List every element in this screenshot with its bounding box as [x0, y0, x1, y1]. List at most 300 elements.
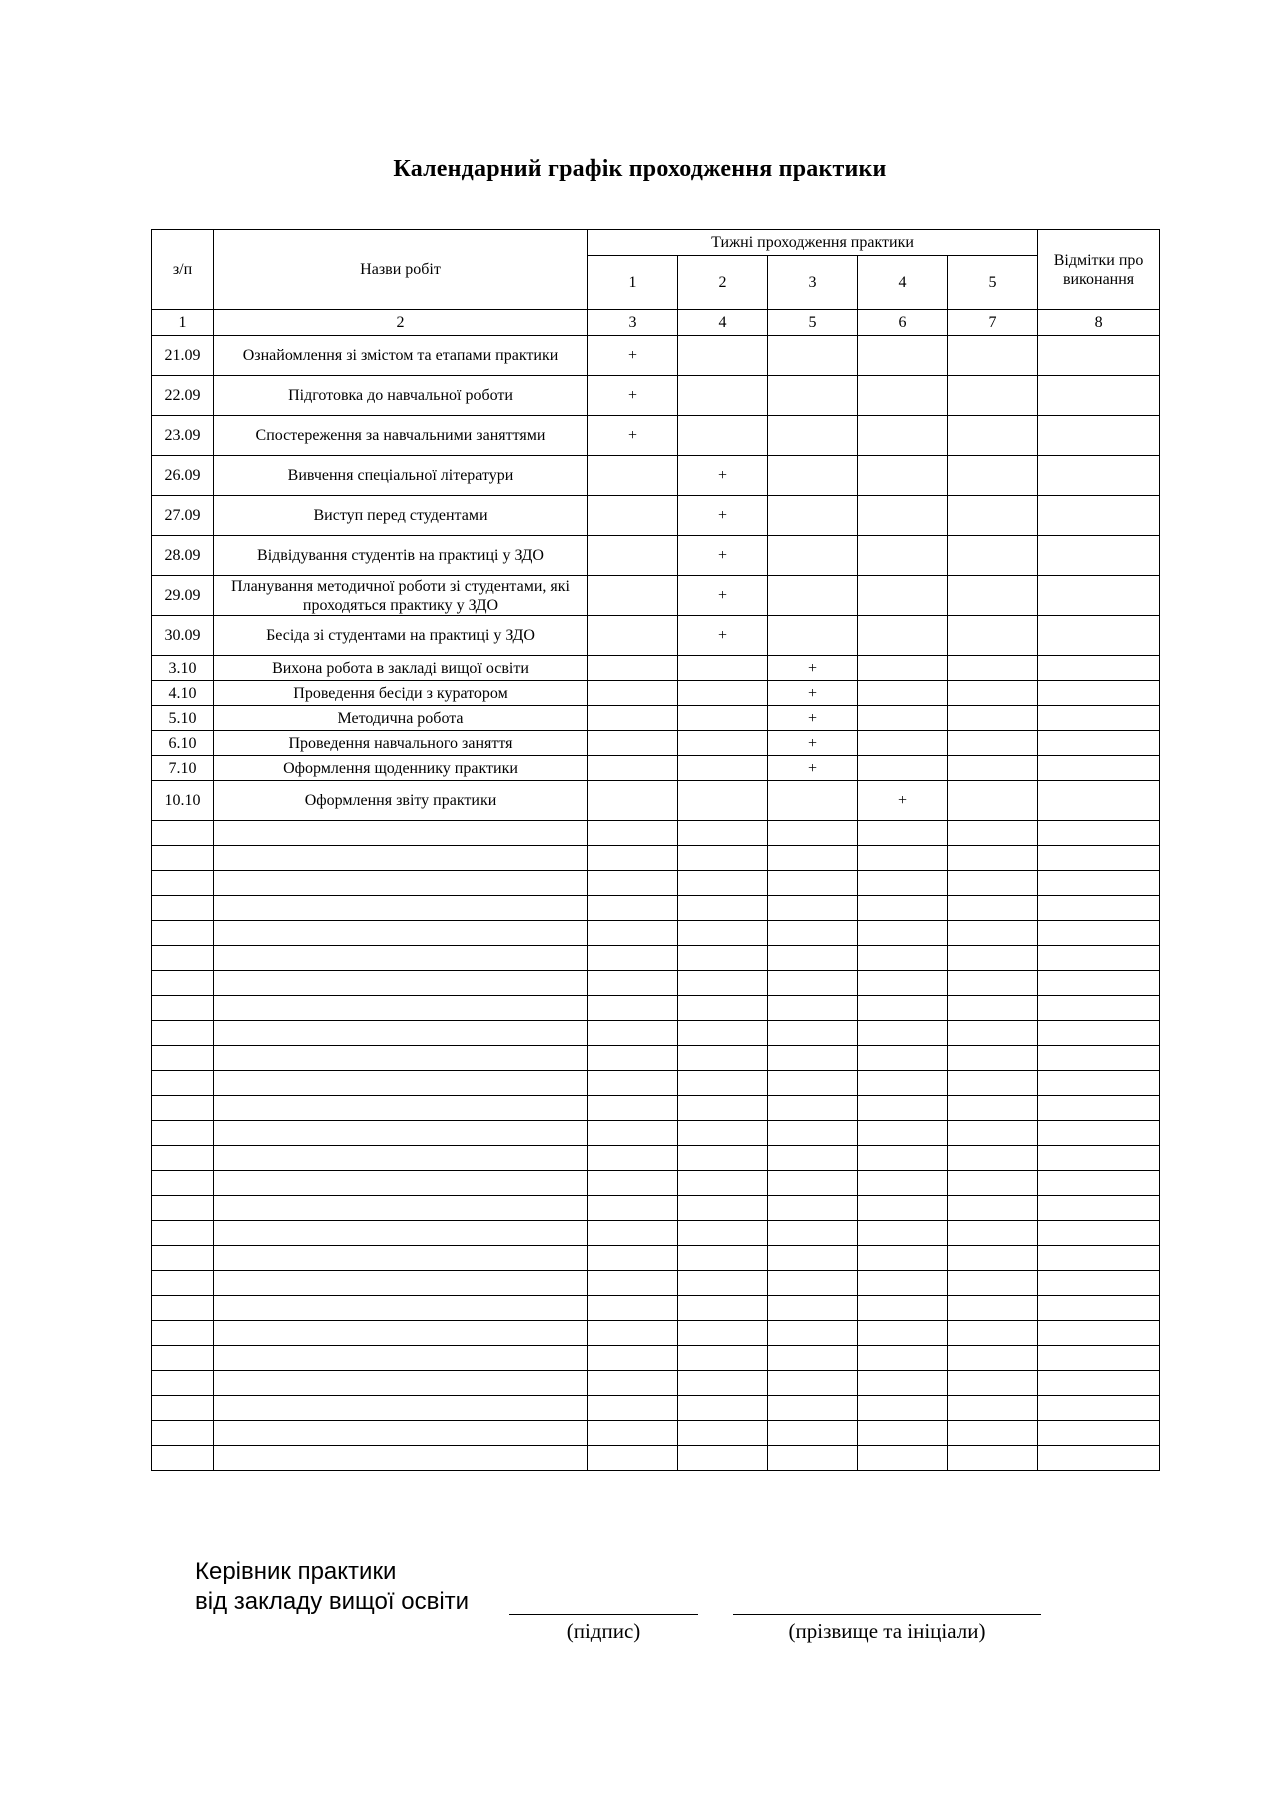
week-mark: + — [627, 387, 638, 404]
empty-cell — [948, 1271, 1038, 1296]
empty-cell — [152, 871, 214, 896]
header-week: 4 — [858, 256, 948, 310]
empty-cell — [678, 1121, 768, 1146]
row-date: 26.09 — [152, 456, 214, 496]
empty-cell — [1038, 1221, 1160, 1246]
empty-cell — [214, 1071, 588, 1096]
empty-cell — [152, 971, 214, 996]
empty-cell — [1038, 1446, 1160, 1471]
empty-cell — [678, 946, 768, 971]
column-number: 3 — [588, 310, 678, 336]
empty-cell — [858, 1171, 948, 1196]
empty-cell — [1038, 1046, 1160, 1071]
row-date: 23.09 — [152, 416, 214, 456]
header-marks: Відмітки про виконання — [1038, 230, 1160, 310]
week-mark: + — [897, 792, 908, 809]
name-line — [733, 1614, 1041, 1615]
empty-cell — [948, 1246, 1038, 1271]
empty-row — [152, 971, 1160, 996]
empty-cell — [1038, 821, 1160, 846]
empty-cell — [214, 1421, 588, 1446]
empty-cell — [152, 1046, 214, 1071]
empty-cell — [858, 1221, 948, 1246]
empty-cell — [214, 1096, 588, 1121]
week-cell — [948, 706, 1038, 731]
empty-cell — [152, 996, 214, 1021]
empty-cell — [1038, 1396, 1160, 1421]
week-cell — [858, 576, 948, 616]
empty-cell — [948, 1346, 1038, 1371]
empty-cell — [678, 1296, 768, 1321]
table-row — [152, 576, 1160, 616]
empty-row — [152, 1396, 1160, 1421]
table-row — [152, 456, 1160, 496]
row-date: 21.09 — [152, 336, 214, 376]
empty-cell — [768, 1396, 858, 1421]
empty-cell — [1038, 1346, 1160, 1371]
empty-cell — [948, 871, 1038, 896]
table-row — [152, 536, 1160, 576]
empty-cell — [768, 1071, 858, 1096]
empty-row — [152, 1046, 1160, 1071]
empty-cell — [214, 1046, 588, 1071]
week-cell — [858, 756, 948, 781]
empty-cell — [948, 821, 1038, 846]
empty-cell — [858, 1321, 948, 1346]
week-cell — [858, 781, 948, 821]
empty-cell — [768, 896, 858, 921]
empty-cell — [1038, 1296, 1160, 1321]
empty-cell — [858, 1246, 948, 1271]
column-number: 4 — [678, 310, 768, 336]
empty-cell — [948, 921, 1038, 946]
empty-cell — [948, 971, 1038, 996]
week-cell — [858, 496, 948, 536]
row-date: 10.10 — [152, 781, 214, 821]
empty-cell — [588, 1446, 678, 1471]
empty-cell — [152, 1421, 214, 1446]
empty-cell — [858, 1071, 948, 1096]
empty-cell — [768, 946, 858, 971]
completion-mark-cell — [1038, 656, 1160, 681]
week-cell — [948, 681, 1038, 706]
empty-cell — [1038, 1146, 1160, 1171]
empty-cell — [152, 1096, 214, 1121]
empty-row — [152, 996, 1160, 1021]
empty-row — [152, 946, 1160, 971]
header-week: 5 — [948, 256, 1038, 310]
week-cell — [768, 756, 858, 781]
empty-cell — [1038, 1171, 1160, 1196]
row-work: Виступ перед студентами — [214, 496, 588, 536]
empty-cell — [858, 921, 948, 946]
empty-cell — [214, 1296, 588, 1321]
week-cell — [588, 731, 678, 756]
column-number: 5 — [768, 310, 858, 336]
week-cell — [768, 376, 858, 416]
empty-row — [152, 821, 1160, 846]
empty-cell — [214, 1321, 588, 1346]
empty-cell — [948, 896, 1038, 921]
table-row — [152, 416, 1160, 456]
row-work: Оформлення щоденнику практики — [214, 756, 588, 781]
empty-cell — [858, 1096, 948, 1121]
empty-cell — [858, 1021, 948, 1046]
row-work: Проведення навчального заняття — [214, 731, 588, 756]
row-date: 29.09 — [152, 576, 214, 616]
week-cell — [588, 681, 678, 706]
row-work: Вивчення спеціальної літератури — [214, 456, 588, 496]
completion-mark-cell — [1038, 456, 1160, 496]
empty-cell — [214, 1446, 588, 1471]
empty-cell — [768, 1296, 858, 1321]
week-cell — [948, 756, 1038, 781]
empty-cell — [948, 1121, 1038, 1146]
empty-cell — [152, 1271, 214, 1296]
week-mark: + — [717, 467, 728, 484]
week-cell — [678, 376, 768, 416]
name-caption: (прізвище та ініціали) — [788, 1619, 986, 1643]
empty-cell — [1038, 1121, 1160, 1146]
empty-cell — [214, 1221, 588, 1246]
empty-cell — [214, 1396, 588, 1421]
empty-cell — [768, 921, 858, 946]
row-date: 7.10 — [152, 756, 214, 781]
empty-cell — [768, 971, 858, 996]
completion-mark-cell — [1038, 536, 1160, 576]
empty-cell — [858, 1196, 948, 1221]
empty-cell — [588, 871, 678, 896]
empty-cell — [678, 821, 768, 846]
empty-cell — [678, 921, 768, 946]
empty-cell — [678, 1396, 768, 1421]
empty-row — [152, 1346, 1160, 1371]
signature-line — [509, 1614, 698, 1615]
week-cell — [588, 781, 678, 821]
completion-mark-cell — [1038, 681, 1160, 706]
empty-cell — [948, 1171, 1038, 1196]
week-cell — [588, 616, 678, 656]
row-date: 27.09 — [152, 496, 214, 536]
empty-cell — [1038, 1071, 1160, 1096]
week-cell — [768, 336, 858, 376]
empty-cell — [858, 1396, 948, 1421]
empty-cell — [678, 1096, 768, 1121]
empty-cell — [214, 1196, 588, 1221]
empty-cell — [678, 1071, 768, 1096]
empty-cell — [152, 1171, 214, 1196]
week-cell — [948, 456, 1038, 496]
empty-cell — [768, 1446, 858, 1471]
empty-cell — [678, 1196, 768, 1221]
table-row — [152, 756, 1160, 781]
empty-cell — [948, 1196, 1038, 1221]
column-number: 7 — [948, 310, 1038, 336]
empty-cell — [588, 1096, 678, 1121]
week-cell — [858, 656, 948, 681]
empty-row — [152, 1221, 1160, 1246]
empty-cell — [152, 1321, 214, 1346]
week-cell — [768, 456, 858, 496]
schedule-table — [151, 229, 1160, 1471]
empty-cell — [152, 1446, 214, 1471]
empty-cell — [214, 846, 588, 871]
week-cell — [678, 536, 768, 576]
empty-cell — [214, 1371, 588, 1396]
empty-cell — [588, 1246, 678, 1271]
week-cell — [948, 416, 1038, 456]
empty-cell — [588, 996, 678, 1021]
week-cell — [948, 576, 1038, 616]
week-mark: + — [807, 684, 818, 702]
week-mark: + — [627, 347, 638, 364]
header-weeks-title: Тижні проходження практики — [588, 230, 1038, 256]
empty-row — [152, 1021, 1160, 1046]
empty-cell — [214, 1346, 588, 1371]
empty-cell — [214, 971, 588, 996]
empty-cell — [858, 971, 948, 996]
column-number: 8 — [1038, 310, 1160, 336]
empty-cell — [588, 1296, 678, 1321]
empty-cell — [588, 1321, 678, 1346]
empty-row — [152, 921, 1160, 946]
table-row — [152, 496, 1160, 536]
week-cell — [948, 656, 1038, 681]
week-cell — [768, 576, 858, 616]
empty-cell — [1038, 1321, 1160, 1346]
empty-cell — [858, 1121, 948, 1146]
empty-cell — [588, 1121, 678, 1146]
week-cell — [588, 496, 678, 536]
week-mark: + — [717, 547, 728, 564]
week-cell — [858, 706, 948, 731]
week-mark: + — [807, 759, 818, 777]
week-mark: + — [717, 507, 728, 524]
supervisor-label-line1: Керівник практики — [195, 1558, 397, 1585]
week-cell — [678, 656, 768, 681]
empty-cell — [948, 1046, 1038, 1071]
week-cell — [678, 576, 768, 616]
header-week: 3 — [768, 256, 858, 310]
empty-cell — [768, 1371, 858, 1396]
empty-row — [152, 1321, 1160, 1346]
week-cell — [858, 536, 948, 576]
table-row — [152, 616, 1160, 656]
empty-cell — [152, 1196, 214, 1221]
week-cell — [678, 681, 768, 706]
week-cell — [768, 496, 858, 536]
empty-cell — [214, 996, 588, 1021]
empty-cell — [1038, 1196, 1160, 1221]
column-number: 6 — [858, 310, 948, 336]
empty-cell — [948, 1371, 1038, 1396]
row-date: 30.09 — [152, 616, 214, 656]
empty-cell — [858, 896, 948, 921]
completion-mark-cell — [1038, 781, 1160, 821]
empty-cell — [1038, 946, 1160, 971]
empty-cell — [858, 1146, 948, 1171]
empty-cell — [152, 1146, 214, 1171]
week-mark: + — [807, 709, 818, 727]
empty-cell — [1038, 871, 1160, 896]
week-cell — [678, 616, 768, 656]
empty-cell — [588, 1196, 678, 1221]
week-cell — [588, 416, 678, 456]
week-cell — [768, 536, 858, 576]
empty-cell — [678, 996, 768, 1021]
empty-cell — [768, 1271, 858, 1296]
row-date: 4.10 — [152, 681, 214, 706]
week-cell — [768, 656, 858, 681]
empty-row — [152, 1246, 1160, 1271]
empty-cell — [214, 1121, 588, 1146]
empty-cell — [588, 971, 678, 996]
table-row — [152, 376, 1160, 416]
empty-cell — [858, 1271, 948, 1296]
row-work: Проведення бесіди з куратором — [214, 681, 588, 706]
empty-cell — [858, 1421, 948, 1446]
empty-row — [152, 1446, 1160, 1471]
empty-cell — [678, 1021, 768, 1046]
completion-mark-cell — [1038, 416, 1160, 456]
empty-cell — [1038, 896, 1160, 921]
week-cell — [588, 536, 678, 576]
week-cell — [858, 416, 948, 456]
table-row — [152, 731, 1160, 756]
empty-cell — [678, 1046, 768, 1071]
row-date: 6.10 — [152, 731, 214, 756]
supervisor-label-line2: від закладу вищої освіти — [195, 1588, 470, 1615]
empty-cell — [678, 896, 768, 921]
week-cell — [678, 756, 768, 781]
empty-cell — [768, 846, 858, 871]
empty-cell — [768, 1046, 858, 1071]
empty-row — [152, 1196, 1160, 1221]
empty-cell — [588, 946, 678, 971]
empty-cell — [588, 1346, 678, 1371]
row-date: 5.10 — [152, 706, 214, 731]
empty-cell — [588, 821, 678, 846]
table-body — [152, 336, 1160, 1471]
completion-mark-cell — [1038, 376, 1160, 416]
table-row — [152, 336, 1160, 376]
empty-cell — [858, 946, 948, 971]
empty-cell — [1038, 921, 1160, 946]
week-cell — [678, 456, 768, 496]
completion-mark-cell — [1038, 336, 1160, 376]
empty-cell — [1038, 1096, 1160, 1121]
week-cell — [768, 706, 858, 731]
week-cell — [858, 731, 948, 756]
completion-mark-cell — [1038, 706, 1160, 731]
empty-cell — [948, 1021, 1038, 1046]
empty-row — [152, 1296, 1160, 1321]
empty-cell — [214, 1171, 588, 1196]
empty-cell — [948, 1421, 1038, 1446]
empty-cell — [678, 1421, 768, 1446]
header-work: Назви робіт — [214, 230, 588, 310]
empty-cell — [768, 871, 858, 896]
row-work: Оформлення звіту практики — [214, 781, 588, 821]
row-work: Відвідування студентів на практиці у ЗДО — [214, 536, 588, 576]
empty-row — [152, 1146, 1160, 1171]
empty-cell — [768, 1146, 858, 1171]
week-cell — [678, 416, 768, 456]
row-work: Підготовка до навчальної роботи — [214, 376, 588, 416]
empty-cell — [152, 1371, 214, 1396]
empty-cell — [152, 896, 214, 921]
week-cell — [588, 456, 678, 496]
empty-cell — [588, 1171, 678, 1196]
signature-caption: (підпис) — [566, 1619, 641, 1643]
week-cell — [588, 336, 678, 376]
empty-cell — [768, 1221, 858, 1246]
empty-cell — [214, 1146, 588, 1171]
row-date: 28.09 — [152, 536, 214, 576]
empty-cell — [768, 821, 858, 846]
empty-cell — [152, 1021, 214, 1046]
completion-mark-cell — [1038, 616, 1160, 656]
empty-cell — [214, 896, 588, 921]
completion-mark-cell — [1038, 756, 1160, 781]
column-number: 2 — [214, 310, 588, 336]
empty-cell — [152, 1121, 214, 1146]
empty-row — [152, 846, 1160, 871]
week-cell — [858, 456, 948, 496]
week-cell — [768, 781, 858, 821]
week-cell — [948, 616, 1038, 656]
week-cell — [858, 376, 948, 416]
empty-cell — [768, 1421, 858, 1446]
empty-cell — [588, 1271, 678, 1296]
empty-cell — [588, 1221, 678, 1246]
empty-cell — [768, 1021, 858, 1046]
week-cell — [768, 616, 858, 656]
empty-cell — [678, 1146, 768, 1171]
empty-cell — [678, 1171, 768, 1196]
empty-cell — [678, 1271, 768, 1296]
week-cell — [678, 336, 768, 376]
empty-cell — [588, 1046, 678, 1071]
empty-cell — [678, 1321, 768, 1346]
week-mark: + — [717, 587, 728, 604]
row-work: Ознайомлення зі змістом та етапами практики — [214, 336, 588, 376]
empty-cell — [858, 996, 948, 1021]
week-cell — [588, 376, 678, 416]
empty-cell — [588, 921, 678, 946]
empty-row — [152, 1121, 1160, 1146]
empty-cell — [214, 871, 588, 896]
empty-cell — [858, 1046, 948, 1071]
empty-cell — [588, 1421, 678, 1446]
empty-cell — [858, 871, 948, 896]
row-date: 22.09 — [152, 376, 214, 416]
empty-cell — [678, 1246, 768, 1271]
header-num: з/п — [152, 230, 214, 310]
empty-row — [152, 1421, 1160, 1446]
week-cell — [948, 781, 1038, 821]
empty-cell — [152, 921, 214, 946]
table-header — [152, 230, 1160, 336]
week-cell — [678, 496, 768, 536]
empty-cell — [768, 1346, 858, 1371]
empty-cell — [152, 1296, 214, 1321]
week-cell — [948, 731, 1038, 756]
empty-cell — [1038, 1421, 1160, 1446]
empty-cell — [768, 1121, 858, 1146]
empty-cell — [152, 1396, 214, 1421]
empty-cell — [1038, 996, 1160, 1021]
